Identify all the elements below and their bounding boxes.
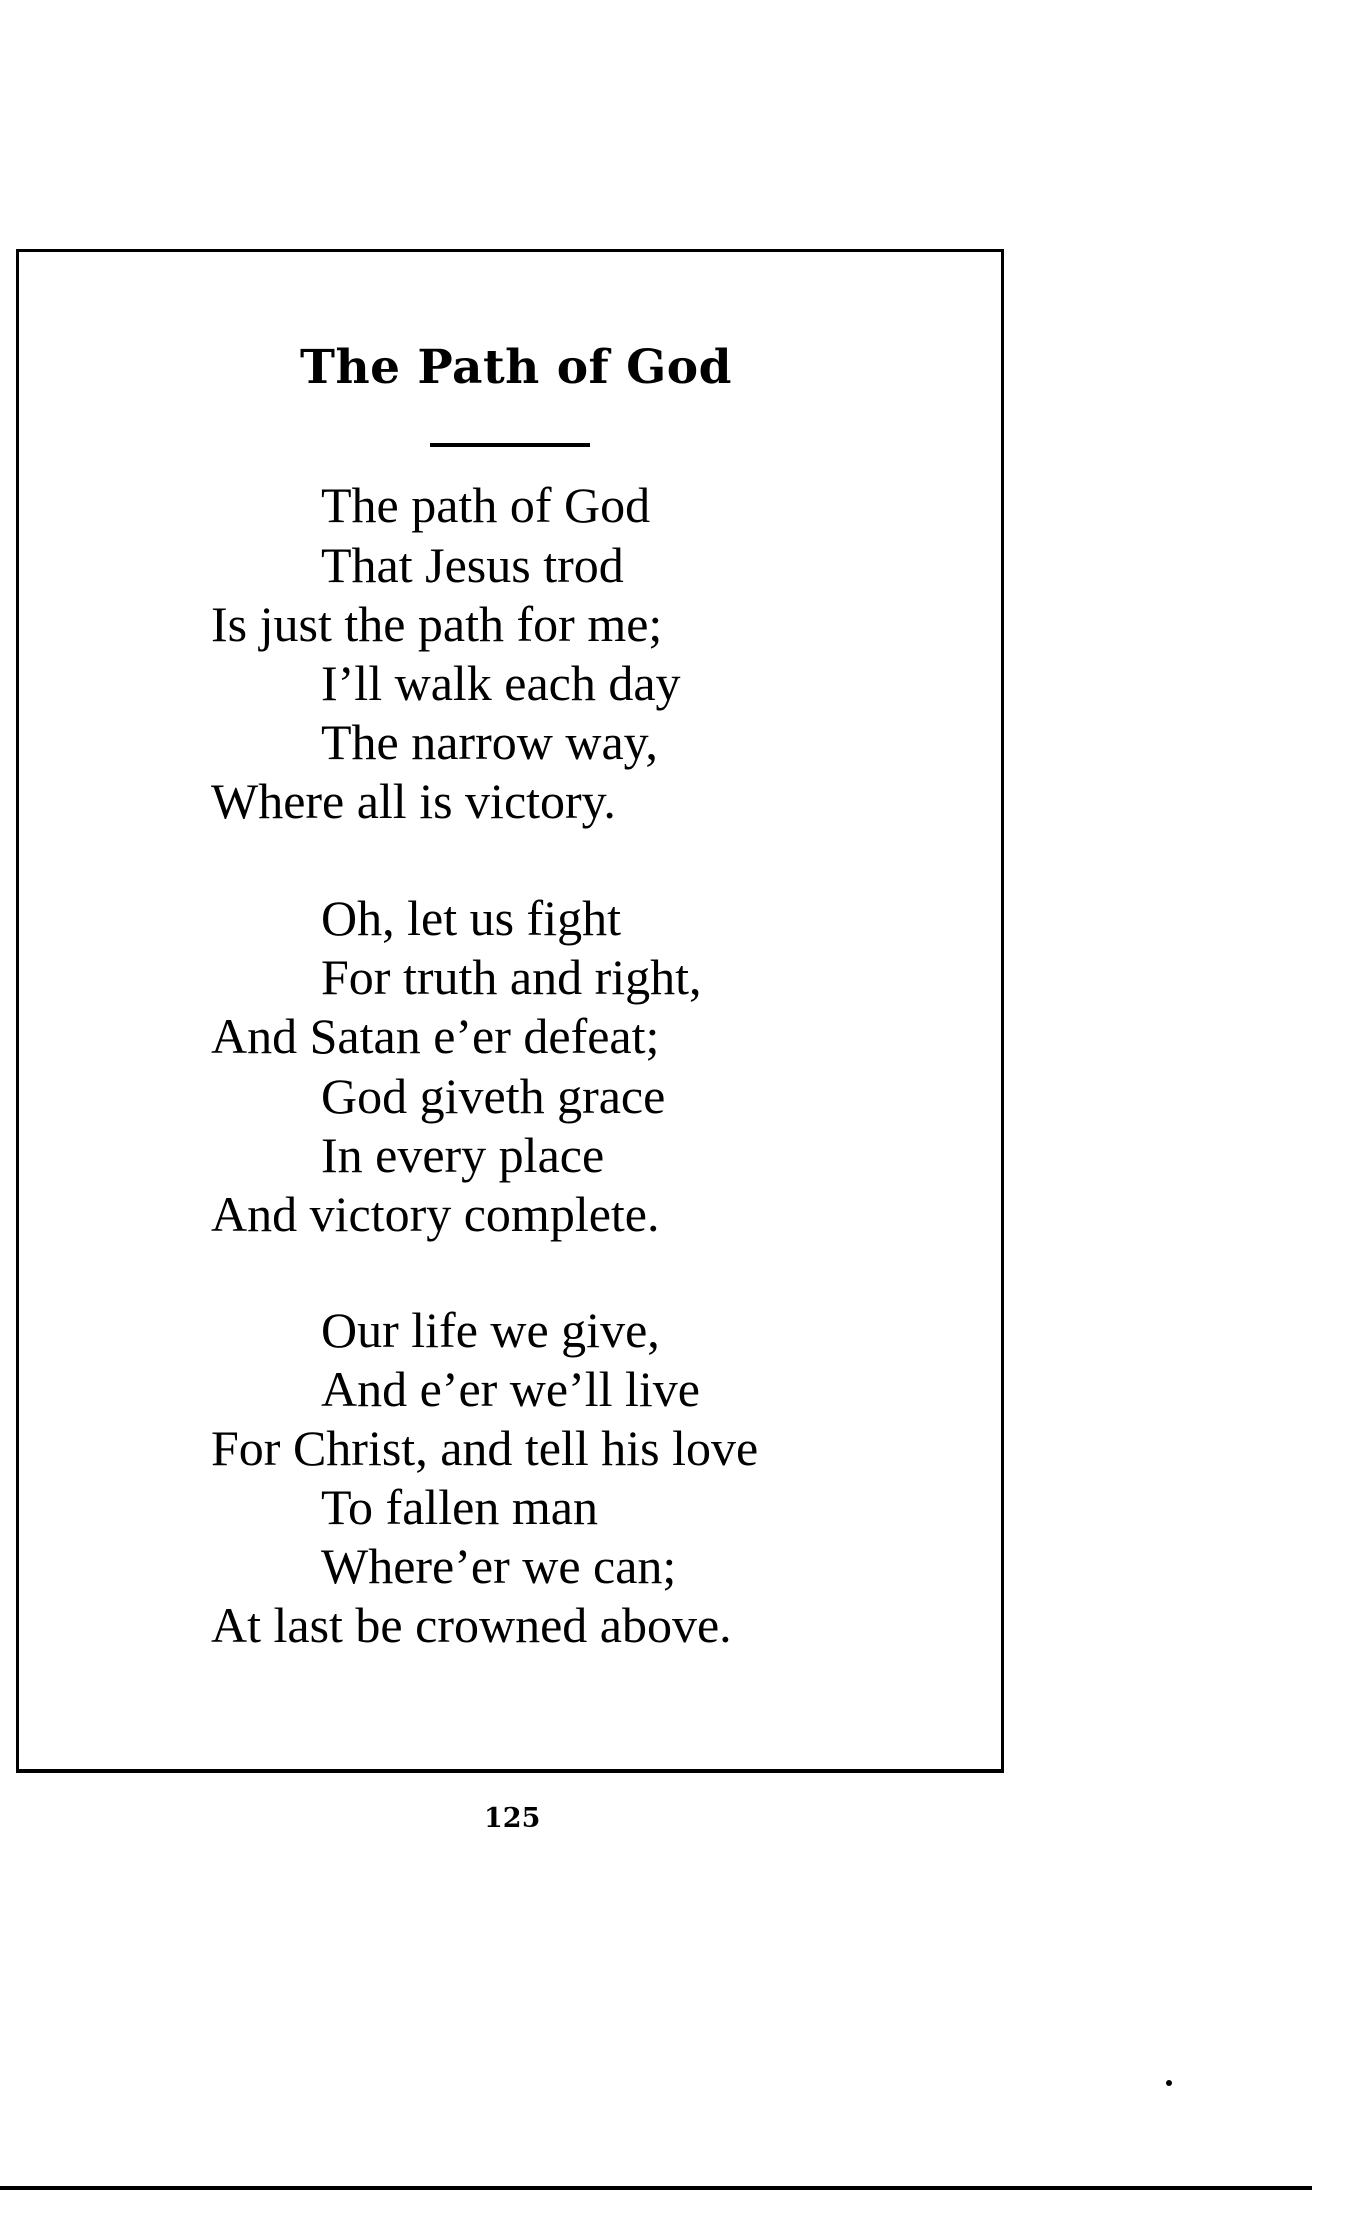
print-speck [1166,2080,1172,2086]
poem-line: At last be crowned above. [211,1597,732,1653]
poem-line: Our life we give, [321,1302,660,1358]
poem-line: Where all is victory. [211,773,616,829]
page-number: 125 [484,1803,541,1834]
poem-line: For truth and right, [321,949,702,1005]
poem-line: And Satan e’er defeat; [211,1008,660,1064]
poem-line: That Jesus trod [321,537,624,593]
poem-line: Where’er we can; [321,1538,677,1594]
poem-line: Oh, let us fight [321,890,621,946]
title-divider [430,443,590,447]
poem-title: The Path of God [300,340,732,395]
poem-line: In every place [321,1127,605,1183]
poem-line: And e’er we’ll live [321,1361,701,1417]
poem-line: And victory complete. [211,1186,660,1242]
poem-line: Is just the path for me; [211,596,663,652]
bottom-edge-line [0,2186,1312,2190]
poem-line: The path of God [321,477,651,533]
poem-line: The narrow way, [321,714,658,770]
poem-line: For Christ, and tell his love [211,1420,759,1476]
poem-line: To fallen man [321,1479,598,1535]
poem-line: I’ll walk each day [321,655,681,711]
poem-line: God giveth grace [321,1068,666,1124]
